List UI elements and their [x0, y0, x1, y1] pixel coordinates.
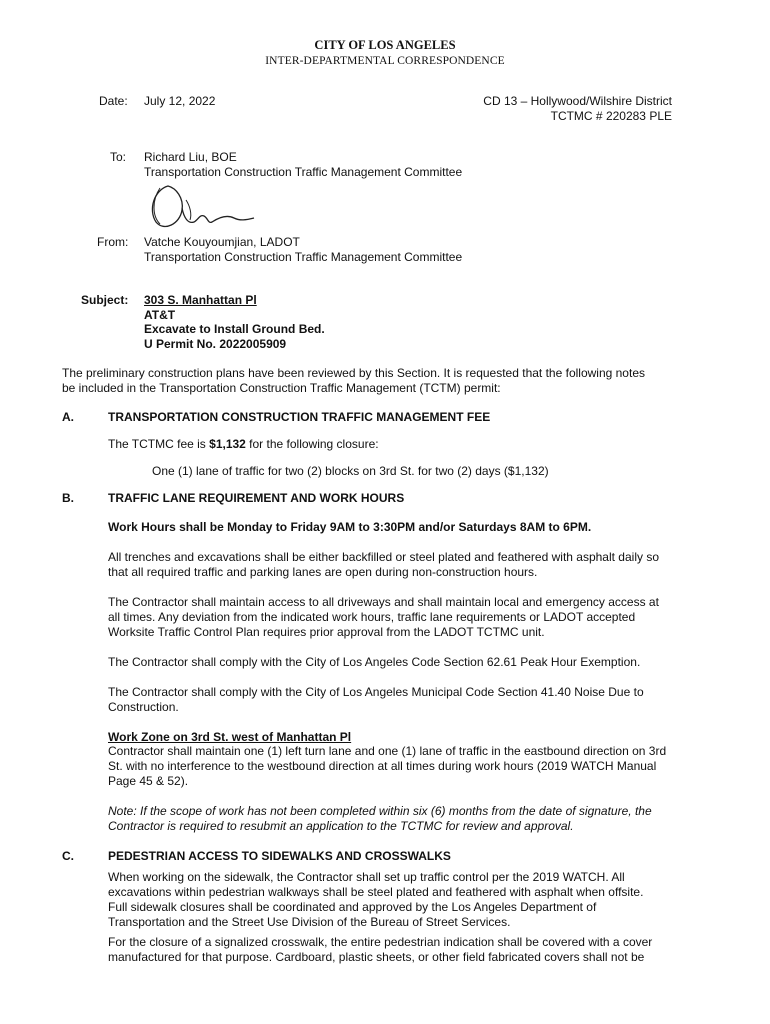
intro-line-2: be included in the Transportation Construction Traffic Management (TCTM) permit:	[62, 381, 501, 395]
to-committee: Transportation Construction Traffic Management Committee	[144, 165, 463, 179]
note-line-1: Note: If the scope of work has not been completed within six (6) months from the date of signature, the	[108, 804, 652, 818]
closure-description: One (1) lane of traffic for two (2) blocks on 3rd St. for two (2) days ($1,132)	[152, 464, 549, 478]
trenches-line-1: All trenches and excavations shall be either backfilled or steel plated and feathered with asphalt daily so	[108, 550, 659, 564]
from-committee: Transportation Construction Traffic Management Committee	[144, 250, 463, 264]
tctmc-number: TCTMC # 220283 PLE	[550, 109, 672, 123]
sidewalk-line-3: Full sidewalk closures shall be coordinated and approved by the Los Angeles Department of	[108, 900, 597, 914]
access-line-1: The Contractor shall maintain access to all driveways and shall maintain local and emergency access at	[108, 595, 659, 609]
document-subtitle: INTER-DEPARTMENTAL CORRESPONDENCE	[265, 55, 505, 67]
fee-sentence	[108, 437, 379, 452]
date-label: Date:	[99, 94, 128, 108]
fee-suffix: for the following closure:	[245, 437, 379, 451]
section-b-letter: B.	[62, 491, 74, 505]
work-hours: Work Hours shall be Monday to Friday 9AM to 3:30PM and/or Saturdays 8AM to 6PM.	[108, 520, 592, 534]
sidewalk-line-2: excavations within pedestrian walkways shall be steel plated and feathered with asphalt when offsite.	[108, 885, 644, 899]
to-name: Richard Liu, BOE	[144, 150, 237, 164]
noise-line-2: Construction.	[108, 700, 179, 714]
noise-line-1: The Contractor shall comply with the City of Los Angeles Municipal Code Section 41.40 Noise Due to	[108, 685, 644, 699]
signature-image	[146, 180, 266, 232]
peak-hour-exemption: The Contractor shall comply with the City of Los Angeles Code Section 62.61 Peak Hour Exemption.	[108, 655, 641, 669]
crosswalk-line-1: For the closure of a signalized crosswalk, the entire pedestrian indication shall be covered with a cover	[108, 935, 653, 949]
fee-prefix: The TCTMC fee is	[108, 437, 210, 451]
work-zone-heading: Work Zone on 3rd St. west of Manhattan Pl	[108, 730, 352, 744]
subject-line-permit: U Permit No. 2022005909	[144, 337, 287, 351]
access-line-3: Worksite Traffic Control Plan requires prior approval from the LADOT TCTMC unit.	[108, 625, 545, 639]
section-c-heading: PEDESTRIAN ACCESS TO SIDEWALKS AND CROSSWALKS	[108, 849, 451, 863]
note-line-2: Contractor is required to resubmit an application to the TCTMC for review and approval.	[108, 819, 574, 833]
access-line-2: all times. Any deviation from the indicated work hours, traffic lane requirements or LADOT accepted	[108, 610, 636, 624]
to-label: To:	[110, 150, 127, 164]
document-title: CITY OF LOS ANGELES	[314, 38, 456, 52]
sidewalk-line-4: Transportation and the Street Use Division of the Bureau of Street Services.	[108, 915, 511, 929]
from-name: Vatche Kouyoumjian, LADOT	[144, 235, 300, 249]
work-zone-line-3: Page 45 & 52).	[108, 774, 189, 788]
sidewalk-line-1: When working on the sidewalk, the Contractor shall set up traffic control per the 2019 WATCH. All	[108, 870, 625, 884]
subject-label: Subject:	[81, 293, 129, 307]
intro-line-1: The preliminary construction plans have been reviewed by this Section. It is requested that the following notes	[62, 366, 645, 380]
work-zone-line-2: St. with no interference to the westbound direction at all times during work hours (2019 WATCH Manual	[108, 759, 657, 773]
section-b-heading: TRAFFIC LANE REQUIREMENT AND WORK HOURS	[108, 491, 405, 505]
section-a-letter: A.	[62, 410, 74, 424]
date-value: July 12, 2022	[144, 94, 216, 108]
trenches-line-2: that all required traffic and parking lanes are open during non-construction hours.	[108, 565, 538, 579]
from-label: From:	[97, 235, 129, 249]
section-a-heading: TRANSPORTATION CONSTRUCTION TRAFFIC MANAGEMENT FEE	[108, 410, 491, 424]
crosswalk-line-2: manufactured for that purpose. Cardboard, plastic sheets, or other field fabricated covers shall not be	[108, 950, 645, 964]
subject-line-address: 303 S. Manhattan Pl	[144, 293, 257, 307]
fee-amount: $1,132	[209, 437, 246, 451]
subject-line-work: Excavate to Install Ground Bed.	[144, 322, 325, 336]
subject-line-company: AT&T	[144, 308, 176, 322]
section-c-letter: C.	[62, 849, 74, 863]
district-label: CD 13 – Hollywood/Wilshire District	[483, 94, 672, 108]
work-zone-line-1: Contractor shall maintain one (1) left turn lane and one (1) lane of traffic in the eastbound direction on 3rd	[108, 744, 667, 758]
